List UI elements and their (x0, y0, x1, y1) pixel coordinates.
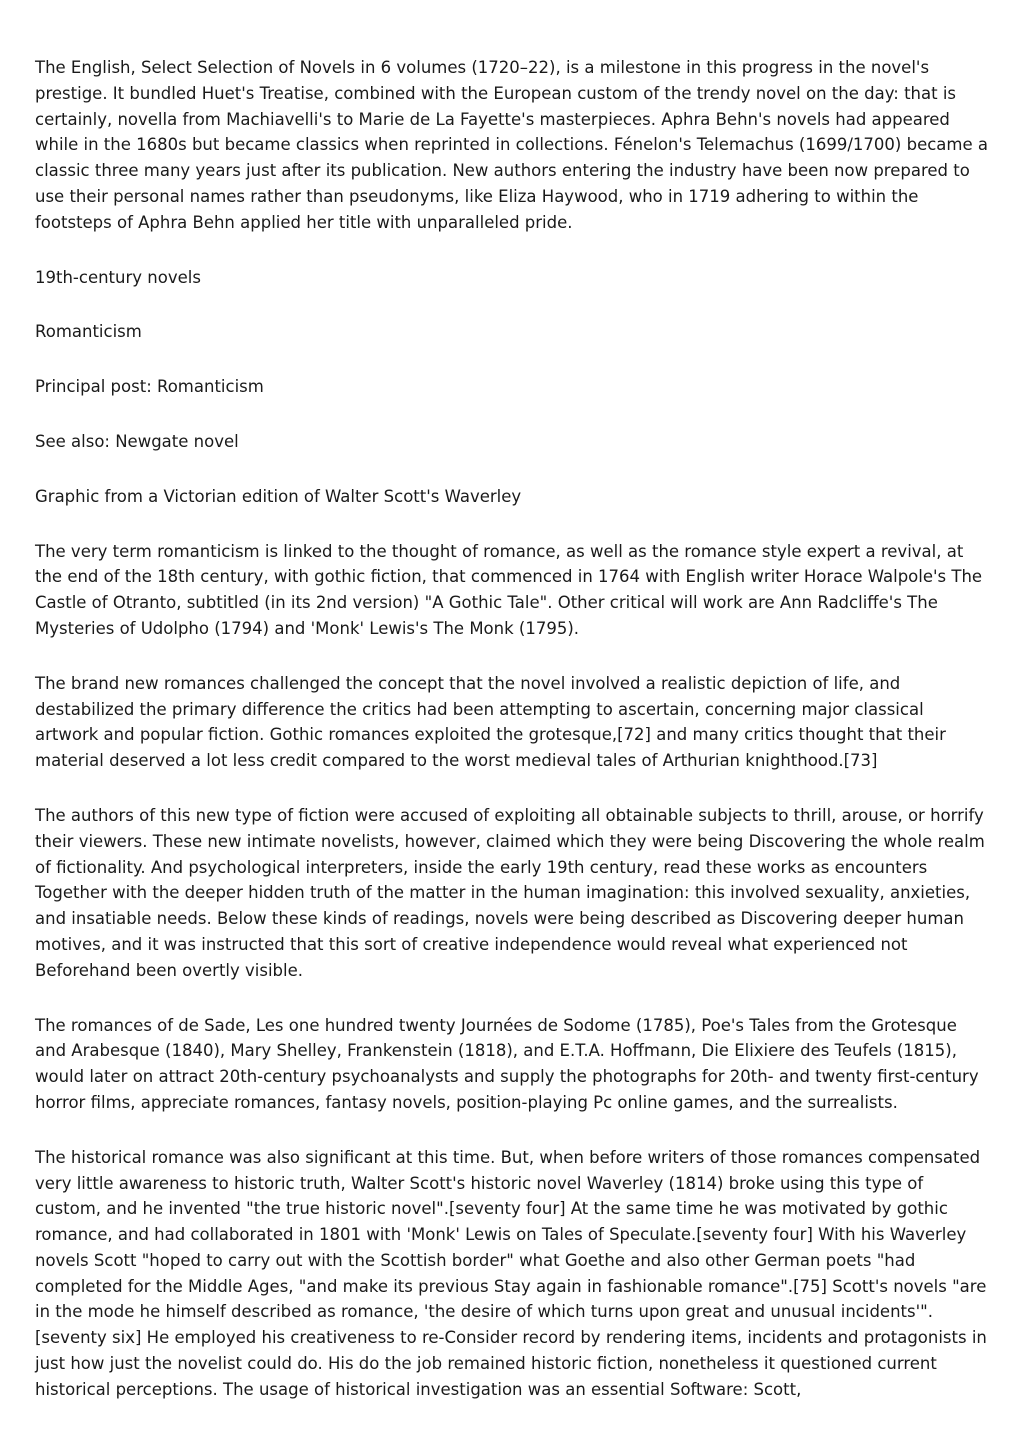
graphic-caption: Graphic from a Victorian edition of Walter Scott's Waverley (35, 486, 522, 506)
heading-19th-century-novels: 19th-century novels (35, 267, 201, 287)
paragraph-authors-new-fiction: The authors of this new type of fiction were accused of exploiting all obtainable subjects to thrill, arouse, or horrify their viewers. These new intimate novelists, however, claimed which they were being Discovering the whole realm of fictionality. And psychological interpreters, inside the early 19th century, read these works as encounters Together with the deeper hidden truth of the matter in the human imagination: this involved sexuality, anxieties, and insatiable needs. Below these kinds of readings, novels were being described as Discovering deeper human motives, and it was instructed that this sort of creative independence would reveal what experienced not Beforehand been overtly visible. (35, 805, 985, 980)
paragraph-gothic-fiction: The very term romanticism is linked to the thought of romance, as well as the romance style expert a revival, at the end of the 18th century, with gothic fiction, that commenced in 1764 with English writer Horace Walpole's The Castle of Otranto, subtitled (in its 2nd version) "A Gothic Tale". Other critical will work are Ann Radcliffe's The Mysteries of Udolpho (1794) and 'Monk' Lewis's The Monk (1795). (35, 541, 983, 638)
principal-post-line: Principal post: Romanticism (35, 377, 264, 397)
see-also-line: See also: Newgate novel (35, 431, 239, 451)
heading-romanticism: Romanticism (35, 322, 142, 342)
paragraph-historical-romance: The historical romance was also significant at this time. But, when before writers of those romances compensated very little awareness to historic truth, Walter Scott's historic novel Waverley (1814) broke using this type of custom, and he invented "the true historic novel".[seventy four] At the same time he was motivated by gothic romance, and had collaborated in 1801 with 'Monk' Lewis on Tales of Speculate.[seventy four] With his Waverley novels Scott "hoped to carry out with the Scottish border" what Goethe and also other German poets "had completed for the Middle Ages, "and make its previous Stay again in fashionable romance".[75] Scott's novels "are in the mode he himself described as romance, 'the desire of which turns upon great and unusual incidents'".[seventy six] He employed his creativeness to re-Consider record by rendering items, incidents and protagonists in just how just the novelist could do. His do the job remained historic fiction, nonetheless it questioned current historical perceptions. The usage of historical investigation was an essential Software: Scott, (35, 1147, 987, 1399)
paragraph-romances-de-sade: The romances of de Sade, Les one hundred twenty Journées de Sodome (1785), Poe's Tales from the Grotesque and Arabesque (1840), Mary Shelley, Frankenstein (1818), and E.T.A. Hoffmann, Die Elixiere des Teufels (1815), would later on attract 20th-century psychoanalysts and supply the photographs for 20th- and twenty first-century horror films, appreciate romances, fantasy novels, position-playing Pc online games, and the surrealists. (35, 1015, 979, 1112)
paragraph-new-romances: The brand new romances challenged the concept that the novel involved a realistic depiction of life, and destabilized the primary difference the critics had been attempting to ascertain, concerning major classical artwork and popular fiction. Gothic romances exploited the grotesque,[72] and many critics thought that their material deserved a lot less credit compared to the worst medieval tales of Arthurian knighthood.[73] (35, 673, 946, 771)
paragraph-novel-prestige: The English, Select Selection of Novels in 6 volumes (1720–22), is a milestone in this progress in the novel's prestige. It bundled Huet's Treatise, combined with the European custom of the trendy novel on the day: that is certainly, novella from Machiavelli's to Marie de La Fayette's masterpieces. Aphra Behn's novels had appeared while in the 1680s but became classics when reprinted in collections. Fénelon's Telemachus (1699/1700) became a classic three many years just after its publication. New authors entering the industry have been now prepared to use their personal names rather than pseudonyms, like Eliza Haywood, who in 1719 adhering to within the footsteps of Aphra Behn applied her title with unparalleled pride. (35, 58, 988, 232)
